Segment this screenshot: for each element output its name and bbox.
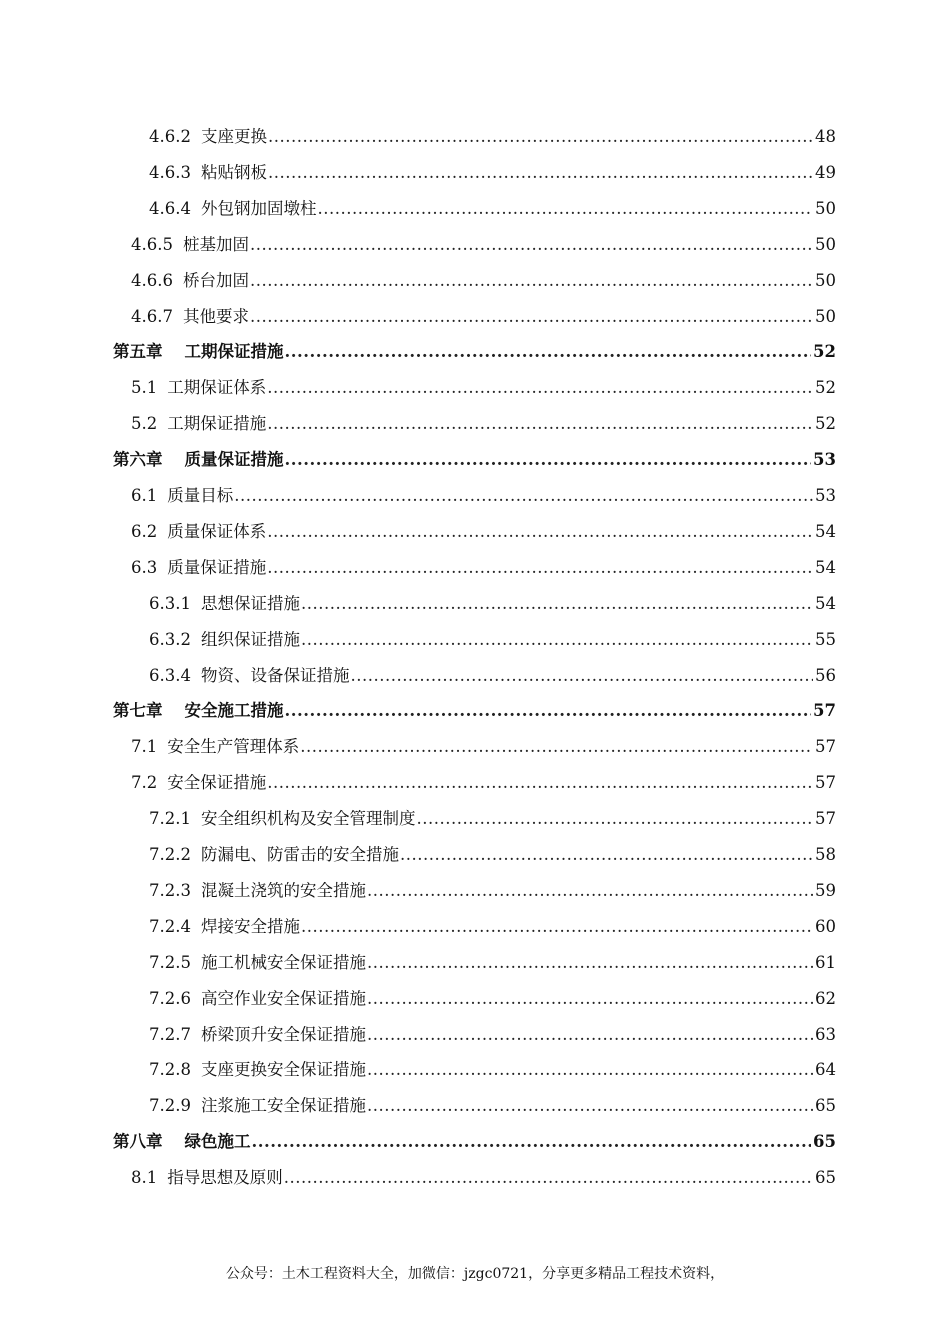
toc-entry-number: 7.2.7 xyxy=(149,1024,191,1044)
toc-entry-title: 支座更换安全保证措施 xyxy=(200,1060,366,1080)
toc-entry-page-number: 57 xyxy=(815,737,836,757)
toc-entry-number: 6.3 xyxy=(131,557,158,577)
toc-dot-leader xyxy=(284,1163,813,1193)
toc-dot-leader xyxy=(250,230,813,260)
toc-entry-page-number: 54 xyxy=(815,521,836,541)
toc-entry-title: 防漏电、防雷击的安全措施 xyxy=(200,845,399,864)
toc-dot-leader xyxy=(250,302,813,332)
toc-dot-leader xyxy=(416,804,813,834)
toc-dot-leader xyxy=(250,266,813,296)
toc-dot-leader xyxy=(267,553,813,583)
toc-entry-page-number: 58 xyxy=(815,845,836,864)
toc-entry-page-number: 50 xyxy=(815,198,836,218)
toc-entry-title: 其他要求 xyxy=(182,306,249,326)
toc-entry-title: 工期保证体系 xyxy=(167,378,267,398)
toc-entry-page-number: 57 xyxy=(815,773,836,793)
toc-entry[interactable] xyxy=(131,768,836,798)
toc-dot-leader xyxy=(367,1091,813,1121)
toc-entry-title: 安全组织机构及安全管理制度 xyxy=(200,809,416,829)
toc-dot-leader xyxy=(301,589,813,619)
toc-entry-page-number: 52 xyxy=(815,378,836,398)
toc-chapter-entry[interactable] xyxy=(113,337,836,367)
toc-entry-page-number: 65 xyxy=(815,1168,836,1188)
toc-entry-page-number: 53 xyxy=(815,486,836,505)
toc-dot-leader xyxy=(367,1055,813,1085)
toc-dot-leader xyxy=(367,948,813,978)
toc-entry-page-number: 61 xyxy=(815,952,836,972)
toc-entry-title: 粘贴钢板 xyxy=(200,162,267,182)
toc-entry-page-number: 62 xyxy=(815,988,836,1008)
toc-entry-page-number: 50 xyxy=(815,306,836,326)
toc-entry-page-number: 57 xyxy=(813,701,836,721)
toc-entry-title: 桥梁顶升安全保证措施 xyxy=(200,1024,366,1044)
toc-entry-title: 工期保证措施 xyxy=(184,342,284,362)
toc-entry[interactable] xyxy=(131,1163,836,1193)
toc-entry-title: 指导思想及原则 xyxy=(167,1168,283,1188)
toc-dot-leader xyxy=(301,625,813,655)
toc-entry-number: 第八章 xyxy=(113,1132,163,1152)
toc-entry[interactable] xyxy=(149,194,836,224)
toc-entry-title: 高空作业安全保证措施 xyxy=(200,988,366,1008)
toc-entry-title: 思想保证措施 xyxy=(200,593,300,613)
toc-entry[interactable] xyxy=(149,625,836,655)
toc-entry-number: 6.3.2 xyxy=(149,629,191,649)
toc-entry-number: 7.2.1 xyxy=(149,809,191,829)
toc-dot-leader xyxy=(268,122,813,152)
toc-entry-title: 组织保证措施 xyxy=(200,629,300,649)
toc-entry-number: 7.2.9 xyxy=(149,1096,191,1116)
toc-entry-title: 支座更换 xyxy=(200,127,267,146)
toc-dot-leader xyxy=(267,373,813,403)
toc-dot-leader xyxy=(267,409,813,439)
toc-entry[interactable] xyxy=(131,266,836,296)
toc-entry-number: 7.2.6 xyxy=(149,988,191,1008)
toc-entry-number: 第五章 xyxy=(113,342,163,362)
toc-entry-number: 5.2 xyxy=(131,414,158,434)
toc-entry-number: 7.1 xyxy=(131,737,158,757)
toc-entry-number: 6.1 xyxy=(131,486,158,505)
toc-entry-page-number: 52 xyxy=(813,342,836,362)
toc-dot-leader xyxy=(367,984,813,1014)
toc-entry-number: 7.2.5 xyxy=(149,952,191,972)
toc-entry-title: 安全保证措施 xyxy=(167,773,267,793)
toc-dot-leader xyxy=(367,876,813,906)
toc-entry-title: 质量保证措施 xyxy=(184,450,284,470)
toc-entry-page-number: 54 xyxy=(815,593,836,613)
toc-entry-number: 第六章 xyxy=(113,450,163,470)
toc-entry[interactable] xyxy=(131,373,836,403)
toc-entry[interactable] xyxy=(149,158,836,188)
toc-entry-title: 焊接安全措施 xyxy=(200,916,300,936)
page-footer: 公众号：土木工程资料大全，加微信：jzgc0721，分享更多精品工程技术资料， xyxy=(225,1266,725,1282)
toc-entry-title: 质量目标 xyxy=(167,486,234,505)
toc-entry[interactable] xyxy=(131,553,836,583)
toc-entry-page-number: 49 xyxy=(815,162,836,182)
toc-entry[interactable] xyxy=(149,661,836,691)
toc-dot-leader xyxy=(350,661,813,691)
toc-entry-number: 6.3.1 xyxy=(149,593,191,613)
toc-dot-leader xyxy=(367,1020,813,1050)
toc-entry[interactable] xyxy=(131,732,836,762)
toc-entry-number: 8.1 xyxy=(131,1168,158,1188)
toc-entry-page-number: 65 xyxy=(815,1096,836,1116)
toc-entry-number: 7.2.2 xyxy=(149,845,191,864)
toc-entry-number: 4.6.2 xyxy=(149,127,191,146)
toc-dot-leader xyxy=(267,768,813,798)
toc-entry[interactable] xyxy=(149,1055,836,1085)
toc-entry[interactable] xyxy=(149,122,836,152)
toc-entry[interactable] xyxy=(131,230,836,260)
toc-entry-page-number: 48 xyxy=(815,127,836,146)
toc-entry-number: 4.6.4 xyxy=(149,198,191,218)
toc-entry-page-number: 56 xyxy=(815,665,836,685)
toc-dot-leader xyxy=(285,337,812,367)
toc-dot-leader xyxy=(400,840,813,870)
toc-entry-title: 绿色施工 xyxy=(184,1132,251,1152)
toc-entry-page-number: 64 xyxy=(815,1060,836,1080)
toc-entry-page-number: 59 xyxy=(815,880,836,900)
toc-entry-page-number: 63 xyxy=(815,1024,836,1044)
toc-entry-number: 第七章 xyxy=(113,701,163,721)
toc-entry[interactable] xyxy=(131,517,836,547)
toc-entry-page-number: 54 xyxy=(815,557,836,577)
toc-chapter-entry[interactable] xyxy=(113,1127,836,1157)
toc-entry[interactable] xyxy=(149,840,836,870)
toc-entry-number: 7.2.8 xyxy=(149,1060,191,1080)
toc-entry-number: 6.2 xyxy=(131,521,158,541)
toc-entry-title: 外包钢加固墩柱 xyxy=(200,198,317,218)
toc-dot-leader xyxy=(317,194,813,224)
toc-dot-leader xyxy=(267,517,813,547)
toc-dot-leader xyxy=(301,912,813,942)
toc-dot-leader xyxy=(285,696,812,726)
toc-entry-page-number: 65 xyxy=(813,1132,836,1152)
toc-dot-leader xyxy=(268,158,813,188)
toc-entry-number: 4.6.6 xyxy=(131,270,173,290)
toc-entry-page-number: 53 xyxy=(813,450,836,470)
toc-entry-page-number: 57 xyxy=(815,809,836,829)
toc-chapter-entry[interactable] xyxy=(113,445,836,475)
toc-entry-title: 桩基加固 xyxy=(182,234,249,254)
toc-entry[interactable] xyxy=(149,589,836,619)
toc-entry-page-number: 50 xyxy=(815,234,836,254)
toc-dot-leader xyxy=(285,445,812,475)
toc-entry-title: 安全生产管理体系 xyxy=(167,737,300,757)
toc-entry[interactable] xyxy=(149,804,836,834)
toc-entry-page-number: 52 xyxy=(815,414,836,434)
toc-entry-number: 4.6.3 xyxy=(149,162,191,182)
toc-entry[interactable] xyxy=(131,302,836,332)
toc-entry-page-number: 60 xyxy=(815,916,836,936)
toc-entry-title: 施工机械安全保证措施 xyxy=(200,952,366,972)
toc-entry-title: 物资、设备保证措施 xyxy=(200,665,350,685)
toc-entry[interactable] xyxy=(131,481,836,511)
toc-entry-page-number: 55 xyxy=(815,629,836,649)
toc-entry-title: 安全施工措施 xyxy=(184,701,284,721)
toc-entry[interactable] xyxy=(149,984,836,1014)
toc-entry-title: 混凝土浇筑的安全措施 xyxy=(200,880,366,900)
toc-entry-page-number: 50 xyxy=(815,270,836,290)
toc-entry[interactable] xyxy=(149,948,836,978)
toc-entry-number: 6.3.4 xyxy=(149,665,191,685)
toc-entry[interactable] xyxy=(131,409,836,439)
toc-entry-number: 4.6.7 xyxy=(131,306,173,326)
toc-entry-title: 质量保证措施 xyxy=(167,557,267,577)
toc-dot-leader xyxy=(300,732,813,762)
toc-entry[interactable] xyxy=(149,876,836,906)
toc-entry-number: 7.2.3 xyxy=(149,880,191,900)
toc-entry-number: 7.2.4 xyxy=(149,916,191,936)
toc-dot-leader xyxy=(234,481,813,511)
toc-entry-title: 桥台加固 xyxy=(182,270,249,290)
toc-entry-number: 4.6.5 xyxy=(131,234,173,254)
toc-entry-number: 5.1 xyxy=(131,378,158,398)
toc-entry-number: 7.2 xyxy=(131,773,158,793)
toc-entry-title: 质量保证体系 xyxy=(167,521,267,541)
toc-chapter-entry[interactable] xyxy=(113,696,836,726)
toc-entry[interactable] xyxy=(149,1020,836,1050)
toc-entry-title: 注浆施工安全保证措施 xyxy=(200,1096,366,1116)
toc-entry[interactable] xyxy=(149,912,836,942)
toc-entry-title: 工期保证措施 xyxy=(167,414,267,434)
toc-dot-leader xyxy=(252,1127,812,1157)
toc-entry[interactable] xyxy=(149,1091,836,1121)
